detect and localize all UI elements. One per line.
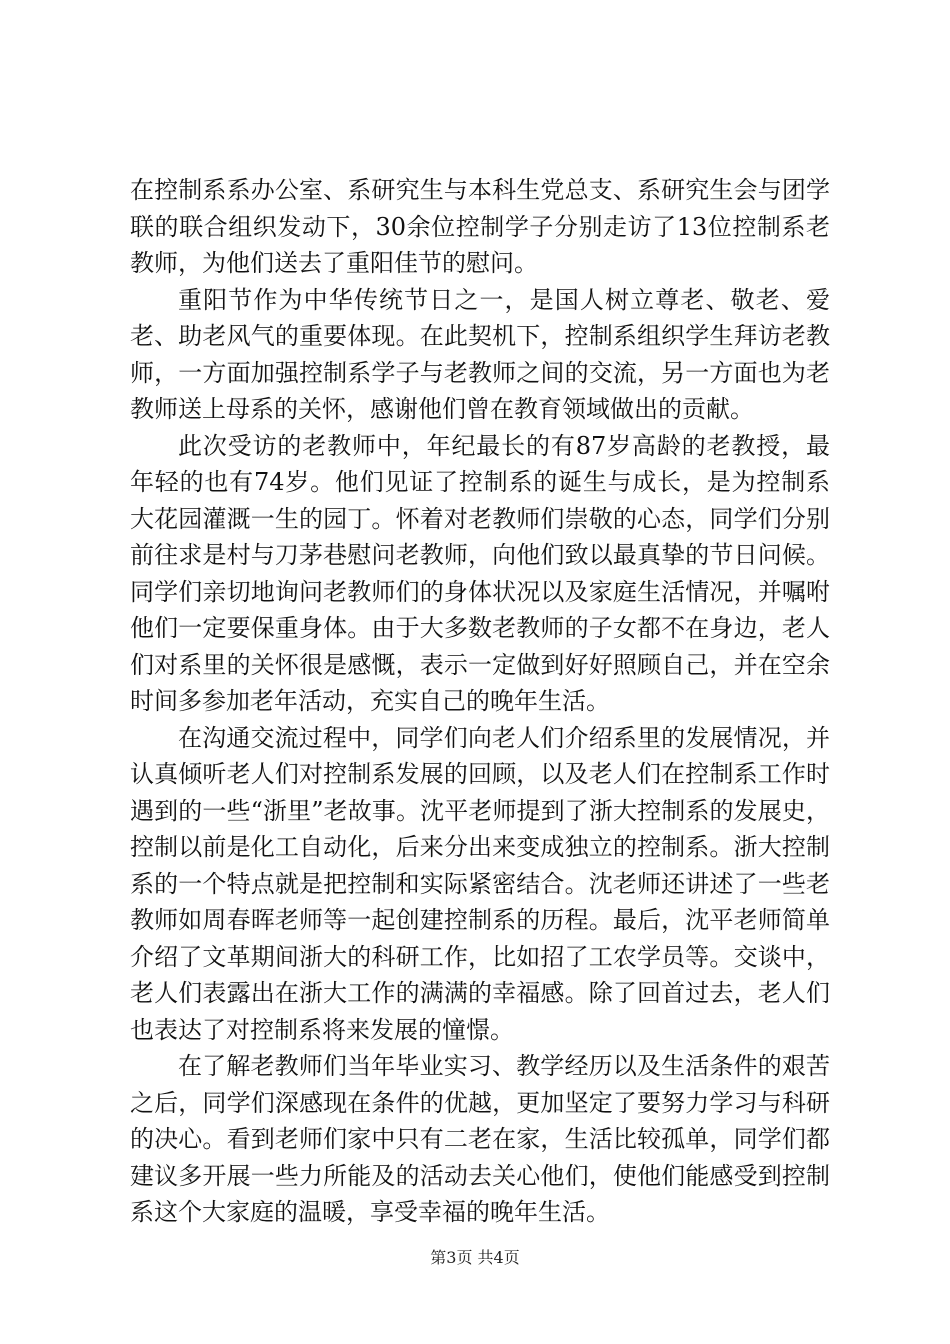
paragraph-1: 在控制系系办公室、系研究生与本科生党总支、系研究生会与团学联的联合组织发动下，30余位控制学子分别走访了13位控制系老教师，为他们送去了重阳佳节的慰问。 [130,176,830,277]
document-body [130,172,830,1231]
paragraph-3: 此次受访的老教师中，年纪最长的有87岁高龄的老教授，最年轻的也有74岁。他们见证了控制系的诞生与成长，是为控制系大花园灌溉一生的园丁。怀着对老教师们崇敬的心态，同学们分别前往求是村与刀茅巷慰问老教师，向他们致以最真挚的节日问候。同学们亲切地询问老教师们的身体状况以及家庭生活情况，并嘱咐他们一定要保重身体。由于大多数老教师的子女都不在身边，老人们对系里的关怀很是感慨，表示一定做到好好照顾自己，并在空余时间多参加老年活动，充实自己的晚年生活。 [130,431,830,715]
paragraph-5: 在了解老教师们当年毕业实习、教学经历以及生活条件的艰苦之后，同学们深感现在条件的优越，更加坚定了要努力学习与科研的决心。看到老师们家中只有二老在家，生活比较孤单，同学们都建议多开展一些力所能及的活动去关心他们，使他们能感受到控制系这个大家庭的温暖，享受幸福的晚年生活。 [130,1052,830,1226]
page-footer: 第3页 共4页 [430,1248,520,1267]
paragraph-4: 在沟通交流过程中，同学们向老人们介绍系里的发展情况，并认真倾听老人们对控制系发展的回顾，以及老人们在控制系工作时遇到的一些“浙里”老故事。沈平老师提到了浙大控制系的发展史，控制以前是化工自动化，后来分出来变成独立的控制系。浙大控制系的一个特点就是把控制和实际紧密结合。沈老师还讲述了一些老教师如周春晖老师等一起创建控制系的历程。最后，沈平老师简单介绍了文革期间浙大的科研工作，比如招了工农学员等。交谈中，老人们表露出在浙大工作的满满的幸福感。除了回首过去，老人们也表达了对控制系将来发展的憧憬。 [130,723,830,1044]
paragraph-2: 重阳节作为中华传统节日之一，是国人树立尊老、敬老、爱老、助老风气的重要体现。在此契机下，控制系组织学生拜访老教师，一方面加强控制系学子与老教师之间的交流，另一方面也为老教师送上母系的关怀，感谢他们曾在教育领域做出的贡献。 [130,285,830,423]
